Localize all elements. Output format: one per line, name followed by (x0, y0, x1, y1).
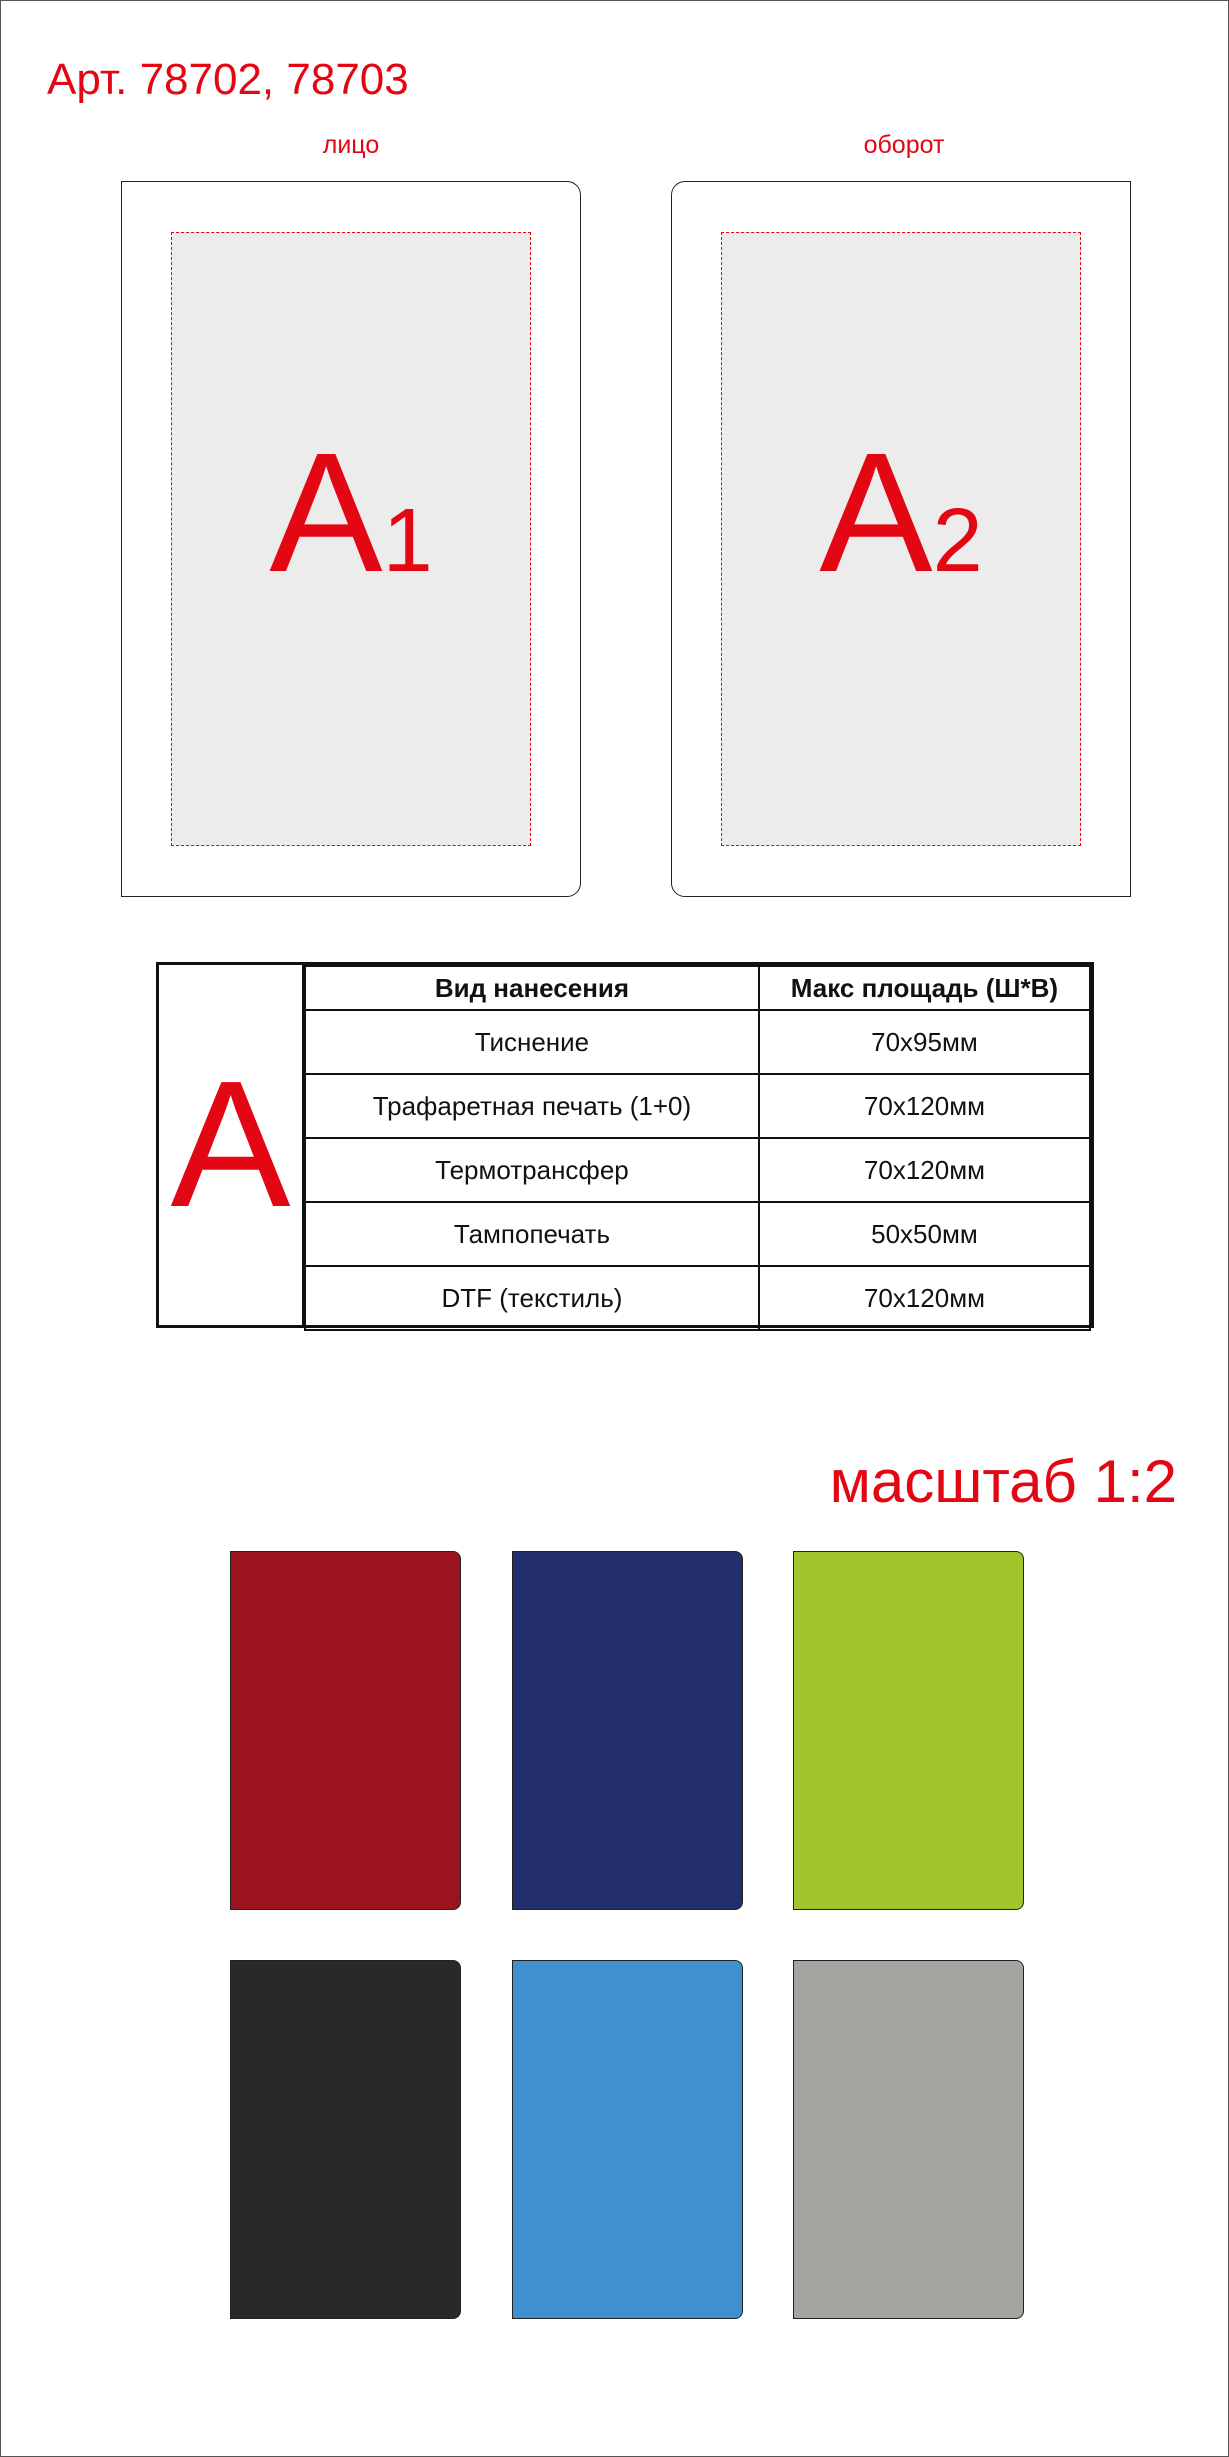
front-print-zone (171, 232, 531, 846)
color-swatch-blue (512, 1960, 743, 2319)
table-header-row (305, 966, 1090, 1010)
front-side-card (121, 181, 581, 897)
table-row (305, 1266, 1090, 1330)
area-cell: 70х120мм (759, 1138, 1090, 1202)
method-cell: Тампопечать (305, 1202, 759, 1266)
column-header-method: Вид нанесения (305, 966, 759, 1010)
color-swatch-navy (512, 1551, 743, 1910)
back-zone-letter: A (819, 418, 933, 608)
back-zone-label (722, 418, 1080, 608)
table-row (305, 1202, 1090, 1266)
table-zone-letter: A (159, 965, 304, 1325)
method-cell: Термотрансфер (305, 1138, 759, 1202)
front-zone-label (172, 418, 530, 608)
table-row (305, 1074, 1090, 1138)
application-methods-table (304, 965, 1091, 1331)
front-side-label: лицо (322, 131, 380, 159)
back-zone-index: 2 (932, 491, 983, 591)
method-cell: Трафаретная печать (1+0) (305, 1074, 759, 1138)
scale-label: масштаб 1:2 (829, 1448, 1177, 1515)
article-title: Арт. 78702, 78703 (47, 55, 409, 104)
area-cell: 70х120мм (759, 1266, 1090, 1330)
application-table (156, 962, 1094, 1328)
table-row (305, 1010, 1090, 1074)
method-cell: DTF (текстиль) (305, 1266, 759, 1330)
table-row (305, 1138, 1090, 1202)
color-swatch-black (230, 1960, 461, 2319)
back-side-card (671, 181, 1131, 897)
back-side-label: оборот (863, 131, 945, 159)
color-swatch-red (230, 1551, 461, 1910)
color-swatch-grey (793, 1960, 1024, 2319)
front-zone-index: 1 (382, 491, 433, 591)
area-cell: 70х120мм (759, 1074, 1090, 1138)
front-zone-letter: A (269, 418, 383, 608)
method-cell: Тиснение (305, 1010, 759, 1074)
back-print-zone (721, 232, 1081, 846)
column-header-max-area: Макс площадь (Ш*В) (759, 966, 1090, 1010)
color-swatch-lime (793, 1551, 1024, 1910)
area-cell: 70х95мм (759, 1010, 1090, 1074)
area-cell: 50х50мм (759, 1202, 1090, 1266)
